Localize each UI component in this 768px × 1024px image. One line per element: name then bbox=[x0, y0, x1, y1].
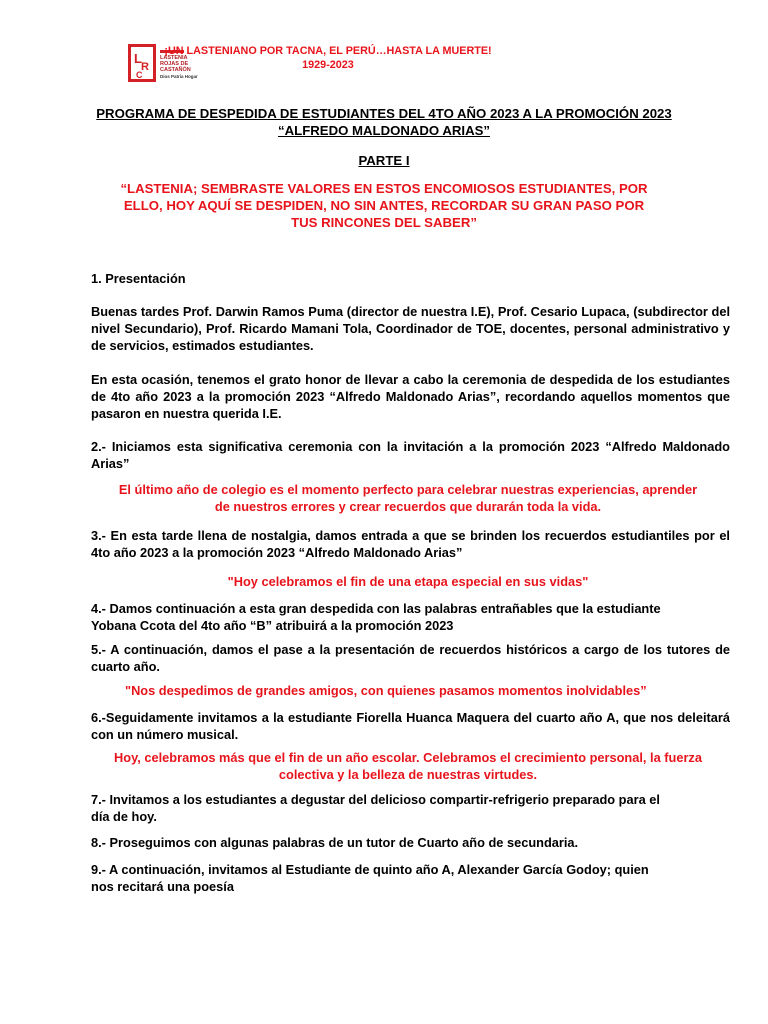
item-4-line-1: 4.- Damos continuación a esta gran despedida con las palabras entrañables que la estudiante bbox=[91, 601, 661, 616]
item-7-line-1: 7.- Invitamos a los estudiantes a degustar del delicioso compartir-refrigerio preparado para el bbox=[91, 792, 660, 807]
svg-text:LASTENIA: LASTENIA bbox=[160, 55, 188, 61]
svg-text:ROJAS DE: ROJAS DE bbox=[160, 61, 189, 67]
svg-text:R: R bbox=[141, 61, 149, 73]
item-9-line-1: 9.- A continuación, invitamos al Estudiante de quinto año A, Alexander García Godoy; quien bbox=[91, 862, 649, 877]
svg-text:L: L bbox=[134, 51, 142, 66]
occasion-paragraph: En esta ocasión, tenemos el grato honor de llevar a cabo la ceremonia de despedida de los estudiantes de 4to año 2023 a la promoción 2023 “Alfredo Maldonado Arias”, recordando aquellos momentos que pasaron en nuestra querida I.E. bbox=[91, 372, 730, 421]
item-7 bbox=[91, 791, 730, 825]
item-9 bbox=[91, 861, 730, 895]
item-5: 5.- A continuación, damos el pase a la presentación de recuerdos históricos a cargo de los tutores de cuarto año. bbox=[91, 642, 730, 674]
item-3: 3.- En esta tarde llena de nostalgia, damos entrada a que se brinden los recuerdos estudiantiles por el 4to año 2023 a la promoción 2023 “Alfredo Maldonado Arias” bbox=[91, 528, 730, 560]
svg-text:C: C bbox=[136, 70, 143, 80]
item-2: 2.- Iniciamos esta significativa ceremonia con la invitación a la promoción 2023 “Alfredo Maldonado Arias” bbox=[91, 439, 730, 471]
motto-years: 1929-2023 bbox=[302, 59, 354, 71]
quote-3: "Hoy celebramos el fin de una etapa especial en sus vidas" bbox=[227, 574, 589, 589]
item-4-line-2: Yobana Ccota del 4to año “B” atribuirá a la promoción 2023 bbox=[91, 618, 454, 633]
school-motto bbox=[150, 44, 506, 72]
part-heading: PARTE I bbox=[358, 153, 410, 168]
item-4 bbox=[91, 600, 730, 634]
quote-5: "Nos despedimos de grandes amigos, con quienes pasamos momentos inolvidables” bbox=[125, 683, 647, 698]
item-7-line-2: día de hoy. bbox=[91, 809, 157, 824]
quote-6: Hoy, celebramos más que el fin de un año escolar. Celebramos el crecimiento personal, la fuerza colectiva y la belleza de nuestras virtudes. bbox=[114, 750, 702, 782]
motto-line: ¡UN LASTENIANO POR TACNA, EL PERÚ…HASTA LA MUERTE! bbox=[164, 45, 492, 57]
item-9-line-2: nos recitará una poesía bbox=[91, 879, 234, 894]
document-title: PROGRAMA DE DESPEDIDA DE ESTUDIANTES DEL 4TO AÑO 2023 A LA PROMOCIÓN 2023 “ALFREDO MALDONADO ARIAS” bbox=[96, 106, 672, 138]
presentation-paragraph: Buenas tardes Prof. Darwin Ramos Puma (director de nuestra I.E), Prof. Cesario Lupaca, (subdirector del nivel Secundario), Prof. Ricardo Mamani Tola, Coordinador de TOE, docentes, personal administrativo y de servicios, estimados estudiantes. bbox=[91, 304, 730, 353]
item-8: 8.- Proseguimos con algunas palabras de un tutor de Cuarto año de secundaria. bbox=[91, 835, 579, 850]
section-1-heading: 1. Presentación bbox=[91, 271, 186, 286]
quote-2: El último año de colegio es el momento perfecto para celebrar nuestras experiencias, aprender de nuestros errores y crear recuerdos que durarán toda la vida. bbox=[118, 482, 698, 514]
opening-quote: “LASTENIA; SEMBRASTE VALORES EN ESTOS ENCOMIOSOS ESTUDIANTES, POR ELLO, HOY AQUÍ SE DESPIDEN, NO SIN ANTES, RECORDAR SU GRAN PASO POR TUS RINCONES DEL SABER” bbox=[120, 181, 648, 230]
svg-text:Dios Patria Hogar: Dios Patria Hogar bbox=[160, 74, 198, 79]
svg-text:CASTAÑÓN: CASTAÑÓN bbox=[160, 67, 191, 73]
item-6: 6.-Seguidamente invitamos a la estudiante Fiorella Huanca Maquera del cuarto año A, que nos deleitará con un número musical. bbox=[91, 710, 730, 742]
